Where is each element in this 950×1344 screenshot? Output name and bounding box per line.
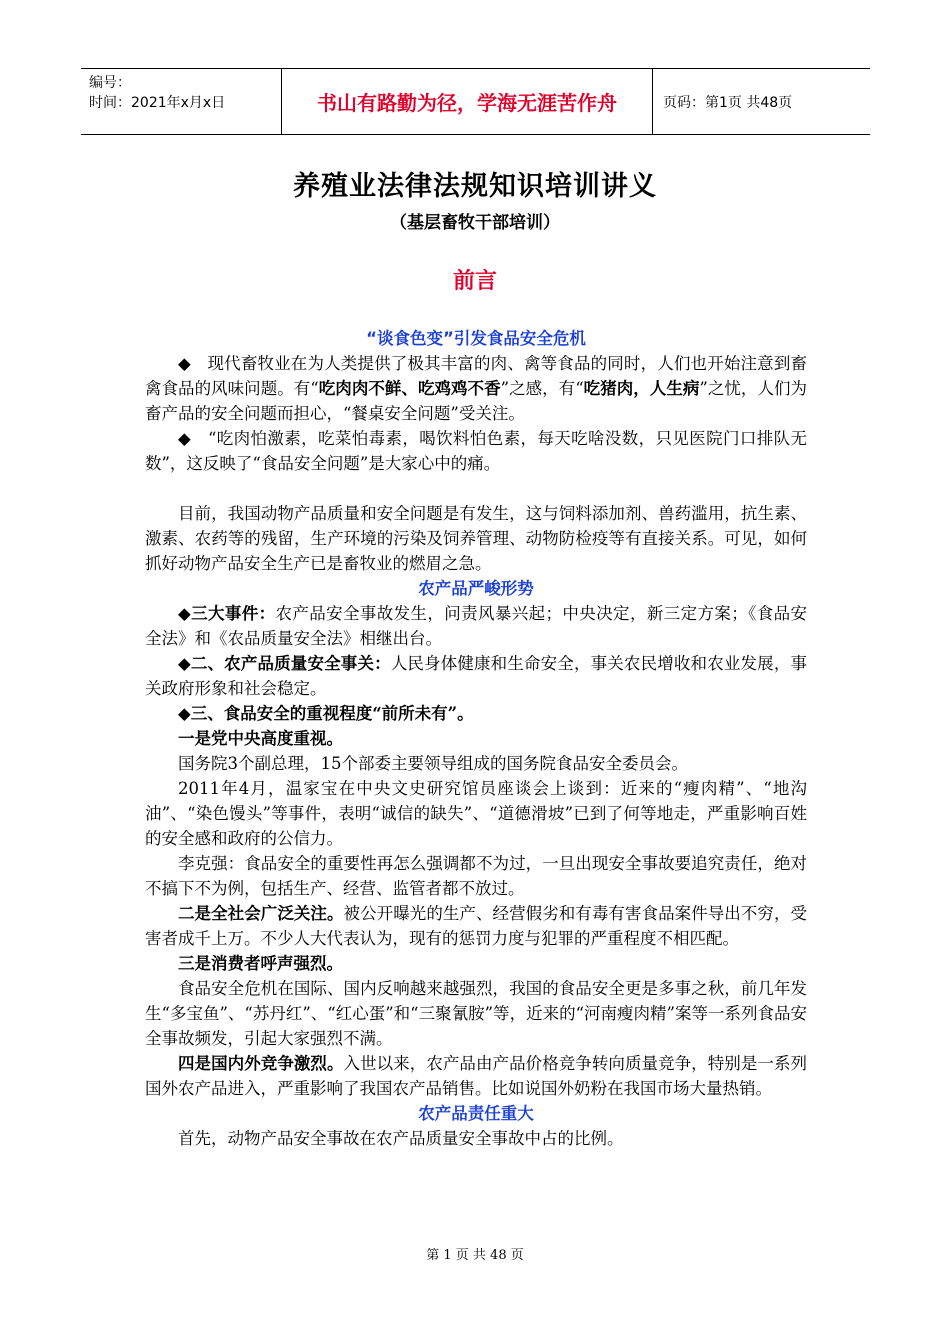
header-date: 时间：2021年x月x日 — [89, 95, 226, 111]
section-heading: 农产品严峻形势 — [418, 579, 534, 598]
header-motto: 书山有路勤为径，学海无涯苦作舟 — [282, 69, 653, 134]
document-subtitle: （基层畜牧干部培训） — [390, 213, 560, 233]
paragraph: 2011年4月，温家宝在中央文史研究馆员座谈会上谈到：近来的“瘦肉精”、“地沟油”、“染色馒头”等事件，表明“诚信的缺失”、“道德滑坡”已到了何等地走，严重影响百姓的安全感和政府的公信力。 — [145, 779, 807, 848]
section-heading: 农产品责任重大 — [418, 1104, 534, 1123]
preface-heading: 前言 — [452, 268, 497, 294]
paragraph: 首先，动物产品安全事故在农产品质量安全事故中占的比例。 — [178, 1129, 624, 1148]
header-number: 编号： — [89, 75, 131, 91]
page-footer: 第 1 页 共 48 页 — [426, 1248, 524, 1263]
paragraph: ◆ 现代畜牧业在为人类提供了极其丰富的肉、禽等食品的同时，人们也开始注意到畜禽食品的风味问题。有“吃肉肉不鲜、吃鸡鸡不香”之感，有“吃猪肉，人生病”之忧，人们为畜产品的安全问题而担心，“餐桌安全问题”受关注。 — [145, 354, 808, 423]
paragraph: 一是党中央高度重视。 — [178, 729, 343, 748]
paragraph: 李克强：食品安全的重要性再怎么强调都不为过，一旦出现安全事故要追究责任，绝对不搞下不为例，包括生产、经营、监管者都不放过。 — [145, 854, 807, 898]
paragraph: 四是国内外竞争激烈。入世以来，农产品由产品价格竞争转向质量竞争，特别是一系列国外农产品进入，严重影响了我国农产品销售。比如说国外奶粉在我国市场大量热销。 — [145, 1054, 808, 1098]
paragraph: 国务院3个副总理，15个部委主要领导组成的国务院食品安全委员会。 — [178, 754, 688, 773]
document-title: 养殖业法律法规知识培训讲义 — [293, 171, 657, 202]
paragraph: ◆三、食品安全的重视程度“前所未有”。 — [178, 704, 474, 723]
header-page-info: 页码：第1页 共48页 — [663, 94, 793, 111]
section-heading: “谈食色变”引发食品安全危机 — [366, 329, 586, 348]
page-header — [81, 68, 870, 135]
paragraph: ◆三大事件：农产品安全事故发生，问责风暴兴起；中央决定，新三定方案；《食品安全法》和《农品质量安全法》相继出台。 — [145, 604, 807, 648]
paragraph: 三是消费者呼声强烈。 — [178, 954, 343, 973]
document-body — [145, 326, 807, 1151]
paragraph: 目前，我国动物产品质量和安全问题是有发生，这与饲料添加剂、兽药滥用，抗生素、激素、农药等的残留，生产环境的污染及饲养管理、动物防检疫等有直接关系。可见，如何抓好动物产品安全生产已是畜牧业的燃眉之急。 — [145, 504, 807, 573]
paragraph: ◆ “吃肉怕激素，吃菜怕毒素，喝饮料怕色素，每天吃啥没数，只见医院门口排队无数”，这反映了“食品安全问题”是大家心中的痛。 — [145, 429, 807, 473]
paragraph: 食品安全危机在国际、国内反响越来越强烈，我国的食品安全更是多事之秋，前几年发生“多宝鱼”、“苏丹红”、“红心蛋”和“三聚氰胺”等，近来的“河南瘦肉精”案等一系列食品安全事故频发，引起大家强烈不满。 — [145, 979, 807, 1048]
header-meta — [81, 69, 282, 134]
paragraph: ◆二、农产品质量安全事关：人民身体健康和生命安全，事关农民增收和农业发展，事关政府形象和社会稳定。 — [145, 654, 807, 698]
spacer — [145, 476, 807, 501]
paragraph: 二是全社会广泛关注。被公开曝光的生产、经营假劣和有毒有害食品案件导出不穷，受害者成千上万。不少人大代表认为，现有的惩罚力度与犯罪的严重程度不相匹配。 — [145, 904, 808, 948]
